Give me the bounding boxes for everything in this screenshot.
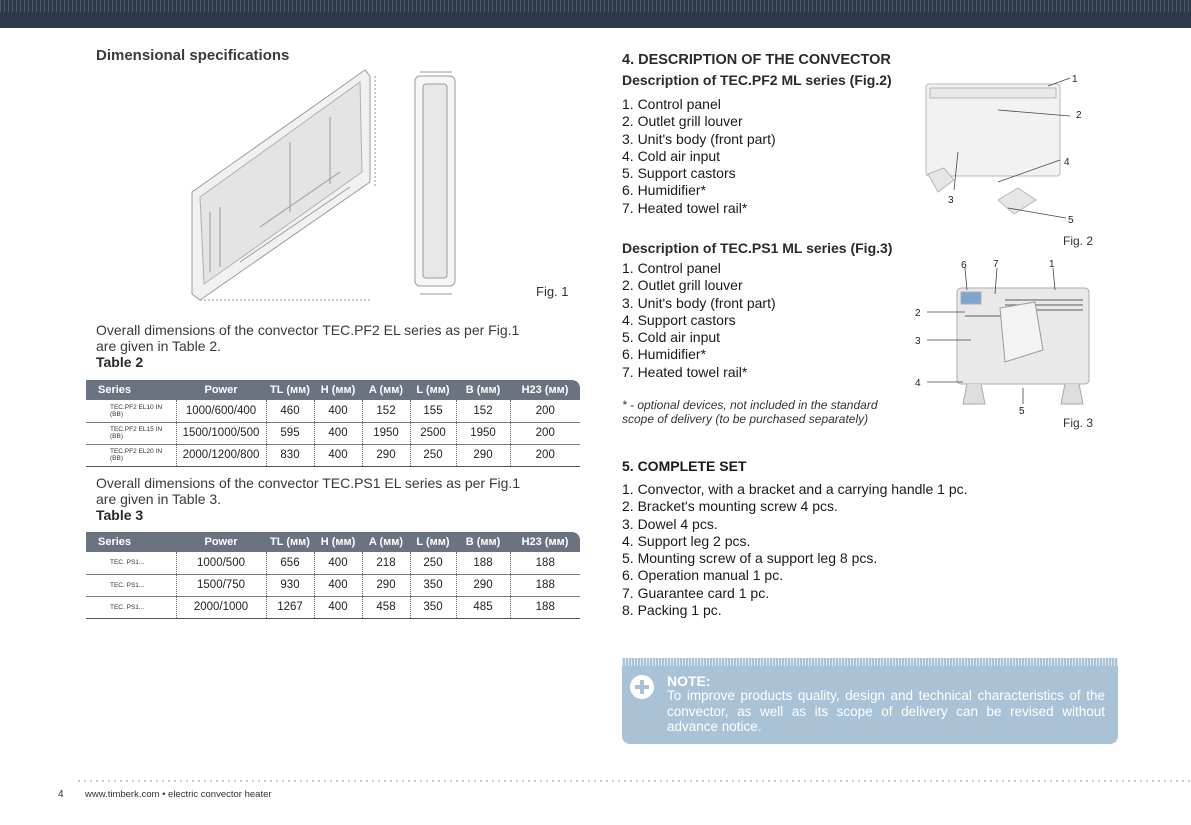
list-item: 5. Mounting screw of a support leg 8 pcs. <box>622 550 878 567</box>
list-item: 4. Cold air input <box>622 147 721 164</box>
value-cell: 188 <box>510 596 580 618</box>
list-item: 5. Cold air input <box>622 329 721 346</box>
table3 <box>86 532 580 619</box>
value-cell: 155 <box>410 400 456 422</box>
table2-label: Table 2 <box>96 354 144 370</box>
table-row <box>86 574 580 596</box>
value-cell: 400 <box>314 400 362 422</box>
table-row <box>86 422 580 444</box>
table2-header-row <box>86 380 580 400</box>
value-cell: 830 <box>266 444 314 466</box>
list-item: 6. Humidifier* <box>622 346 707 363</box>
value-cell: 400 <box>314 444 362 466</box>
value-cell: 930 <box>266 574 314 596</box>
note-box-strip <box>622 658 1118 666</box>
series-cell: TEC.PF2 EL15 IN (BB) <box>86 422 176 444</box>
note-text: To improve products quality, design and technical characteristics of the convector, as well as its scope of delivery can be revised without advance notice. <box>667 688 1105 734</box>
value-cell: 152 <box>362 400 410 422</box>
list-item: 4. Support leg 2 pcs. <box>622 532 751 549</box>
value-cell: 460 <box>266 400 314 422</box>
complete-set-title: 5. COMPLETE SET <box>622 458 747 474</box>
table3-header-cell: L (мм) <box>410 532 456 552</box>
fig1-label: Fig. 1 <box>536 284 569 299</box>
list-item: 6. Humidifier* <box>622 182 707 199</box>
series-cell: TEC. PS1... <box>86 552 176 574</box>
fig2-callout: 3 <box>948 195 954 206</box>
value-cell: 1000/500 <box>176 552 266 574</box>
value-cell: 350 <box>410 596 456 618</box>
value-cell: 290 <box>362 444 410 466</box>
value-cell: 152 <box>456 400 510 422</box>
list-item: 1. Convector, with a bracket and a carrying handle 1 pc. <box>622 481 968 497</box>
list-item: 3. Unit's body (front part) <box>622 294 776 311</box>
table3-header-cell: B (мм) <box>456 532 510 552</box>
complete-set-list <box>622 481 968 619</box>
list-item: 2. Bracket's mounting screw 4 pcs. <box>622 498 838 515</box>
fig2-callout: 2 <box>1076 110 1082 121</box>
list-item: 1. Control panel <box>622 96 721 112</box>
table2-header-cell: L (мм) <box>410 380 456 400</box>
fig3-callout: 4 <box>915 378 921 389</box>
value-cell: 1950 <box>456 422 510 444</box>
value-cell: 485 <box>456 596 510 618</box>
table3-header-cell: H23 (мм) <box>510 532 580 552</box>
value-cell: 200 <box>510 444 580 466</box>
table-row <box>86 444 580 466</box>
value-cell: 1267 <box>266 596 314 618</box>
value-cell: 188 <box>510 552 580 574</box>
value-cell: 400 <box>314 596 362 618</box>
value-cell: 458 <box>362 596 410 618</box>
fig3-callout: 5 <box>1019 406 1025 417</box>
value-cell: 656 <box>266 552 314 574</box>
table-row <box>86 552 580 574</box>
table3-header-cell: Series <box>86 532 176 552</box>
value-cell: 350 <box>410 574 456 596</box>
table3-header-cell: H (мм) <box>314 532 362 552</box>
fig3-callout: 6 <box>961 260 967 271</box>
top-header-bar <box>0 0 1191 28</box>
table-row <box>86 596 580 618</box>
pf2-description-title: Description of TEC.PF2 ML series (Fig.2) <box>622 72 892 88</box>
series-cell: TEC.PF2 EL20 IN (BB) <box>86 444 176 466</box>
list-item: 4. Support castors <box>622 311 736 328</box>
table3-header-cell: A (мм) <box>362 532 410 552</box>
value-cell: 1500/1000/500 <box>176 422 266 444</box>
plus-circle-icon <box>629 674 655 700</box>
value-cell: 1500/750 <box>176 574 266 596</box>
value-cell: 200 <box>510 400 580 422</box>
table2 <box>86 380 580 467</box>
fig3-ps1-convector-drawing <box>905 258 1095 418</box>
list-item: 7. Heated towel rail* <box>622 363 748 380</box>
table2-header-cell: H23 (мм) <box>510 380 580 400</box>
value-cell: 250 <box>410 444 456 466</box>
value-cell: 400 <box>314 422 362 444</box>
value-cell: 1000/600/400 <box>176 400 266 422</box>
series-cell: TEC.PF2 EL10 IN (BB) <box>86 400 176 422</box>
table2-intro: Overall dimensions of the convector TEC.PF2 EL series as per Fig.1 are given in Table 2. <box>96 322 520 354</box>
value-cell: 290 <box>456 574 510 596</box>
pf2-parts-list <box>622 96 776 217</box>
value-cell: 200 <box>510 422 580 444</box>
table2-header-cell: TL (мм) <box>266 380 314 400</box>
table2-header-cell: H (мм) <box>314 380 362 400</box>
fig3-callout: 3 <box>915 336 921 347</box>
ps1-description-title: Description of TEC.PS1 ML series (Fig.3) <box>622 240 893 256</box>
value-cell: 400 <box>314 552 362 574</box>
value-cell: 188 <box>456 552 510 574</box>
list-item: 6. Operation manual 1 pc. <box>622 567 784 584</box>
list-item: 7. Heated towel rail* <box>622 199 748 216</box>
fig3-callout: 1 <box>1049 259 1055 270</box>
table2-header-cell: A (мм) <box>362 380 410 400</box>
table3-label: Table 3 <box>96 507 144 523</box>
optional-devices-note: * - optional devices, not included in the standard scope of delivery (to be purchased separately) <box>622 398 878 426</box>
table2-header-cell: Series <box>86 380 176 400</box>
value-cell: 250 <box>410 552 456 574</box>
description-section-title: 4. DESCRIPTION OF THE CONVECTOR <box>622 52 891 68</box>
list-item: 5. Support castors <box>622 165 736 182</box>
fig2-pf2-convector-drawing <box>918 70 1098 230</box>
value-cell: 2000/1000 <box>176 596 266 618</box>
value-cell: 1950 <box>362 422 410 444</box>
value-cell: 218 <box>362 552 410 574</box>
value-cell: 2500 <box>410 422 456 444</box>
page-number: 4 <box>58 789 64 800</box>
list-item: 8. Packing 1 pc. <box>622 602 722 619</box>
table3-header-row <box>86 532 580 552</box>
note-heading: NOTE: <box>667 673 711 689</box>
value-cell: 2000/1200/800 <box>176 444 266 466</box>
value-cell: 290 <box>456 444 510 466</box>
fig2-callout: 4 <box>1064 157 1070 168</box>
list-item: 7. Guarantee card 1 pc. <box>622 584 770 601</box>
value-cell: 595 <box>266 422 314 444</box>
table-row <box>86 400 580 422</box>
fig2-callout: 1 <box>1072 74 1078 85</box>
value-cell: 188 <box>510 574 580 596</box>
dimensional-specs-title: Dimensional specifications <box>96 47 290 64</box>
list-item: 3. Dowel 4 pcs. <box>622 515 718 532</box>
table3-header-cell: Power <box>176 532 266 552</box>
table3-header-cell: TL (мм) <box>266 532 314 552</box>
fig3-label: Fig. 3 <box>1063 416 1094 430</box>
table3-intro: Overall dimensions of the convector TEC.PS1 EL series as per Fig.1 are given in Table 3. <box>96 475 521 507</box>
table2-header-cell: Power <box>176 380 266 400</box>
list-item: 2. Outlet grill louver <box>622 113 743 130</box>
list-item: 2. Outlet grill louver <box>622 277 743 294</box>
fig1-dimension-drawing <box>180 62 480 302</box>
ps1-parts-list <box>622 260 776 381</box>
fig2-callout: 5 <box>1068 215 1074 226</box>
note-box <box>622 658 1118 744</box>
list-item: 3. Unit's body (front part) <box>622 130 776 147</box>
footer-text: www.timberk.com • electric convector heater <box>85 789 272 800</box>
value-cell: 400 <box>314 574 362 596</box>
series-cell: TEC. PS1... <box>86 574 176 596</box>
value-cell: 290 <box>362 574 410 596</box>
table2-header-cell: B (мм) <box>456 380 510 400</box>
footer-dotted-divider <box>76 780 1191 782</box>
fig3-callout: 7 <box>993 259 999 270</box>
fig2-label: Fig. 2 <box>1063 234 1094 248</box>
series-cell: TEC. PS1... <box>86 596 176 618</box>
fig3-callout: 2 <box>915 308 921 319</box>
list-item: 1. Control panel <box>622 260 721 276</box>
